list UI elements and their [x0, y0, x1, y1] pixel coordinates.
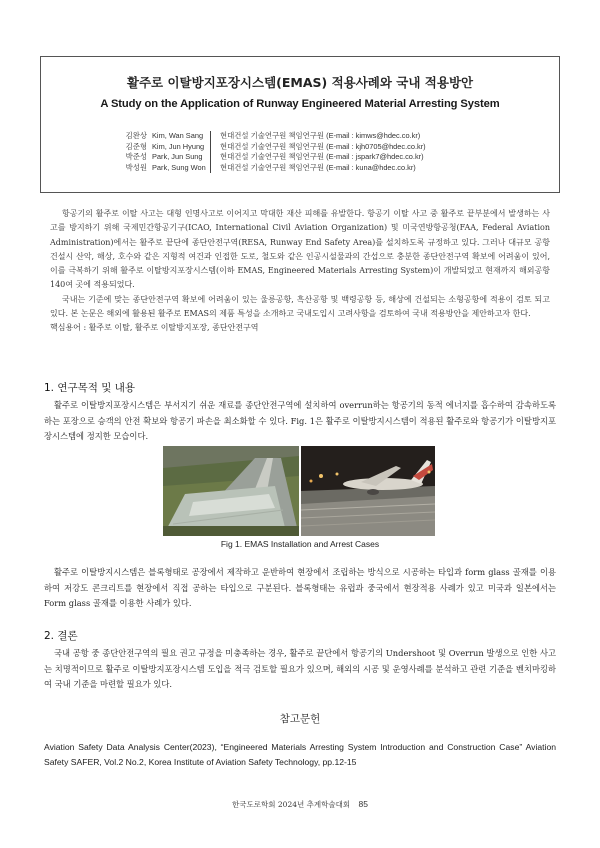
section-heading: 1. 연구목적 및 내용: [44, 382, 136, 394]
body-paragraph: 국내 공항 중 종단안전구역의 필요 권고 규정을 미충족하는 경우, 활주로 끝단에서 항공기의 Undershoot 및 Overrun 발생으로 인한 사고는 치명적이므로 활주로 이탈방지포장시스템 도입을 적극 검토할 필요가 있으며, 해외의 시공 및 운영사례를 분석하고 관련 기준을 벤치마킹하여 국내 기준을 마련할 필요가 있다.: [44, 648, 556, 690]
author-row: [123, 152, 483, 163]
author-divider: [210, 163, 211, 174]
figure-aircraft-arrest-photo: [301, 446, 435, 536]
page-footer: [0, 799, 600, 810]
author-name-en: Park, Sung Won: [152, 162, 206, 172]
emas-installation-image: [163, 446, 299, 536]
author-affiliation: 현대건설 기술연구원 책임연구원 (E-mail : kuna@hdec.co.kr): [220, 162, 416, 172]
figure-emas-installation-photo: [163, 446, 299, 536]
section-body: [44, 646, 556, 693]
abstract-paragraph: 국내는 기준에 맞는 종단안전구역 확보에 어려움이 있는 울릉공항, 흑산공항 및 백령공항 등, 해상에 건설되는 소형공항에 적용이 검토 되고 있다. 본 논문은 해외에 활용된 활주로 EMAS의 제품 특성을 소개하고 국내도입시 고려사항을 검토하여 국내 적용방안을 제안하고자 한다.: [50, 294, 550, 319]
page-number: 85: [358, 799, 368, 809]
section-heading: 2. 결론: [44, 630, 78, 642]
author-affiliation: 현대건설 기술연구원 책임연구원 (E-mail : jspark7@hdec.co.kr): [220, 152, 424, 162]
author-name-ko: 김준형: [125, 141, 147, 151]
author-row: [123, 142, 483, 153]
author-name-en: Kim, Wan Sang: [152, 131, 204, 140]
aircraft-arrest-image: [301, 446, 435, 536]
figure-caption: Fig 1. EMAS Installation and Arrest Cases: [220, 539, 380, 549]
section-body: [44, 398, 556, 445]
author-name-ko: 김완상: [125, 131, 147, 140]
author-affiliation: 현대건설 기술연구원 책임연구원 (E-mail : kjh0705@hdec.co.kr): [220, 141, 426, 151]
author-name-en: Park, Jun Sung: [152, 152, 203, 162]
reference-item: Aviation Safety Data Analysis Center(2023), “Engineered Materials Arresting System Introduction and Construction Case” Aviation Safety SAFER, Vol.2 No.2, Korea Institute of Aviation Safety Technology, pp.12-15: [44, 742, 556, 767]
abstract-paragraph: 항공기의 활주로 이탈 사고는 대형 인명사고로 이어지고 막대한 재산 피해를 유발한다. 항공기 이탈 사고 중 활주로 끝부분에서 발생하는 사고를 방지하기 위해 국제민간항공기구(ICAO, International Civil Aviation Organization) 및 미국연방항공청(FAA, Federal Aviation Administration)에서는 활주로 끝단에 종단안전구역(RESA, Runway End Safety Area)를 설치하도록 규정하고 있다. 그러나 대규모 공항 건설시 산악, 해상, 호수와 같은 지형적 여건과 인접한 도로, 철도와 같은 인공시설물과의 간섭으로 충분한 종단안전구역 확보에 어려움이 있어, 이를 극복하기 위해 활주로 이탈방지포장시스템(이하 EMAS, Engineered Materials Arresting System)이 개발되었고 현재까지 해외공항 140여 곳에 적용되었다.: [50, 209, 550, 290]
section-body: [44, 565, 556, 612]
author-row: [123, 131, 483, 142]
author-list: [123, 131, 483, 173]
abstract: [50, 207, 550, 336]
title-box: [40, 56, 560, 193]
author-name-ko: 박성원: [125, 162, 147, 172]
conference-name: 한국도로학회 2024년 추계학술대회: [232, 800, 351, 809]
body-paragraph: 활주로 이탈방지시스템은 블록형태로 공장에서 제작하고 운반하여 현장에서 조립하는 방식으로 시공하는 타입과 form glass 골재를 이용하여 저강도 콘크리트를 현장에서 직접 공하는 타입으로 구분된다. 블록형태는 유럽과 중국에서 현장적용 사례가 있고 미국과 일본에서는 Form glass 골재를 이용한 사례가 있다.: [44, 567, 556, 609]
references-heading: 참고문헌: [279, 713, 321, 725]
paper-title-english: A Study on the Application of Runway Engineered Material Arresting System: [100, 98, 500, 110]
author-row: [123, 163, 483, 174]
author-divider: [210, 152, 211, 163]
author-affiliation: 현대건설 기술연구원 책임연구원 (E-mail : kimws@hdec.co.kr): [220, 131, 421, 140]
keywords: 핵심용어 : 활주로 이탈, 활주로 이탈방지포장, 종단안전구역: [50, 323, 259, 333]
author-divider: [210, 142, 211, 153]
author-divider: [210, 131, 211, 142]
author-name-ko: 박준성: [125, 152, 147, 162]
paper-title-korean: 활주로 이탈방지포장시스템(EMAS) 적용사례와 국내 적용방안: [126, 75, 474, 90]
body-paragraph: 활주로 이탈방지포장시스템은 부서지기 쉬운 재료를 종단안전구역에 설치하여 overrun하는 항공기의 동적 에너지를 흡수하여 감속하도록 하는 포장으로 승객의 안전 확보와 항공기 파손을 최소화할 수 있다. Fig. 1은 활주로 이탈방지시스템이 적용된 활주로와 항공기가 이탈방지포장시스템에 정지한 모습이다.: [44, 400, 556, 442]
author-name-en: Kim, Jun Hyung: [152, 141, 205, 151]
